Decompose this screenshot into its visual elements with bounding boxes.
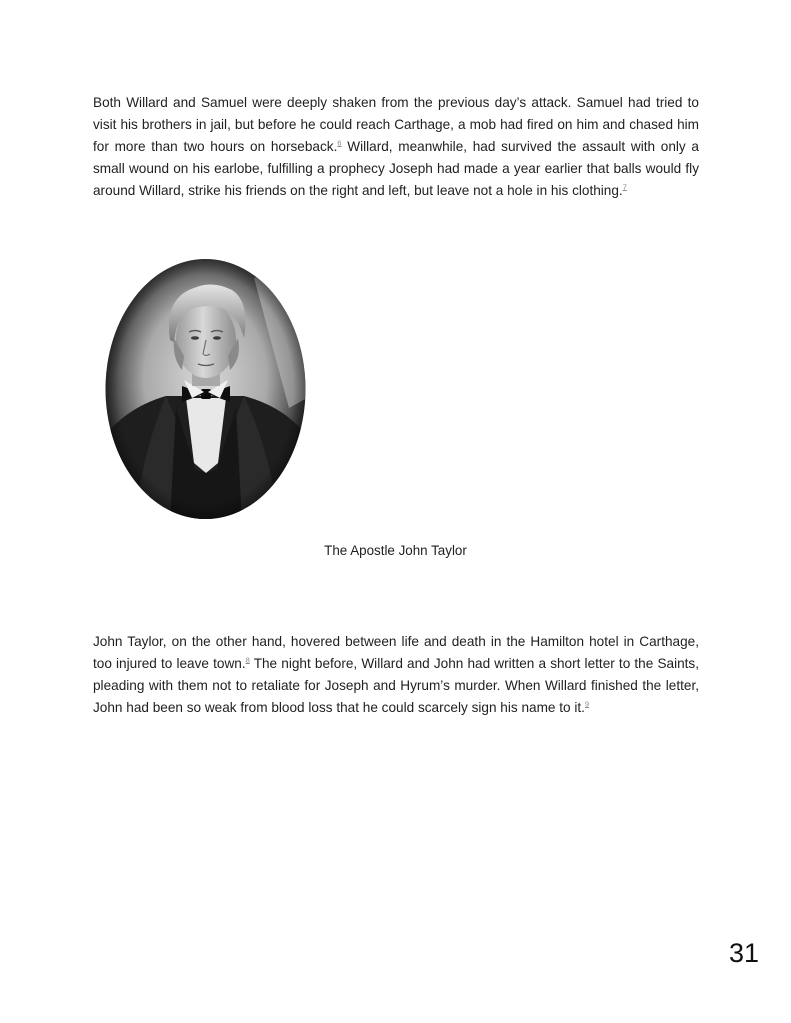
page-number: 31 <box>728 938 759 968</box>
footnote-ref-9[interactable]: 9 <box>584 699 590 709</box>
footnote-ref-7[interactable]: 7 <box>622 182 627 192</box>
footnote-ref-8[interactable]: 8 <box>245 655 250 665</box>
paragraph-text: Willard, meanwhile, had survived the assault with only a small wound on his earlobe, fulfilling a prophecy Joseph had made a year earlier that balls would fly around Willard, strike his friends on the right and left, but leave not a hole in his clothing. <box>93 139 699 198</box>
paragraph-text: Both Willard and Samuel were deeply shaken from the previous day’s attack. Samuel had tried to visit his brothers in jail, but before he could reach Carthage, a mob had fired on him and chased him for more than two hours on horseback. <box>93 95 699 154</box>
body-paragraph-2 <box>93 631 699 719</box>
portrait-john-taylor <box>104 258 307 520</box>
body-paragraph-1 <box>93 92 699 202</box>
paragraph-text: John Taylor, on the other hand, hovered between life and death in the Hamilton hotel in Carthage, too injured to leave town. <box>93 634 699 671</box>
paragraph-text: The night before, Willard and John had written a short letter to the Saints, pleading with them not to retaliate for Joseph and Hyrum’s murder. When Willard finished the letter, John had been so weak from blood loss that he could scarcely sign his name to it. <box>93 656 700 715</box>
figure-caption: The Apostle John Taylor <box>324 543 467 558</box>
footnote-ref-6[interactable]: 6 <box>337 138 342 148</box>
